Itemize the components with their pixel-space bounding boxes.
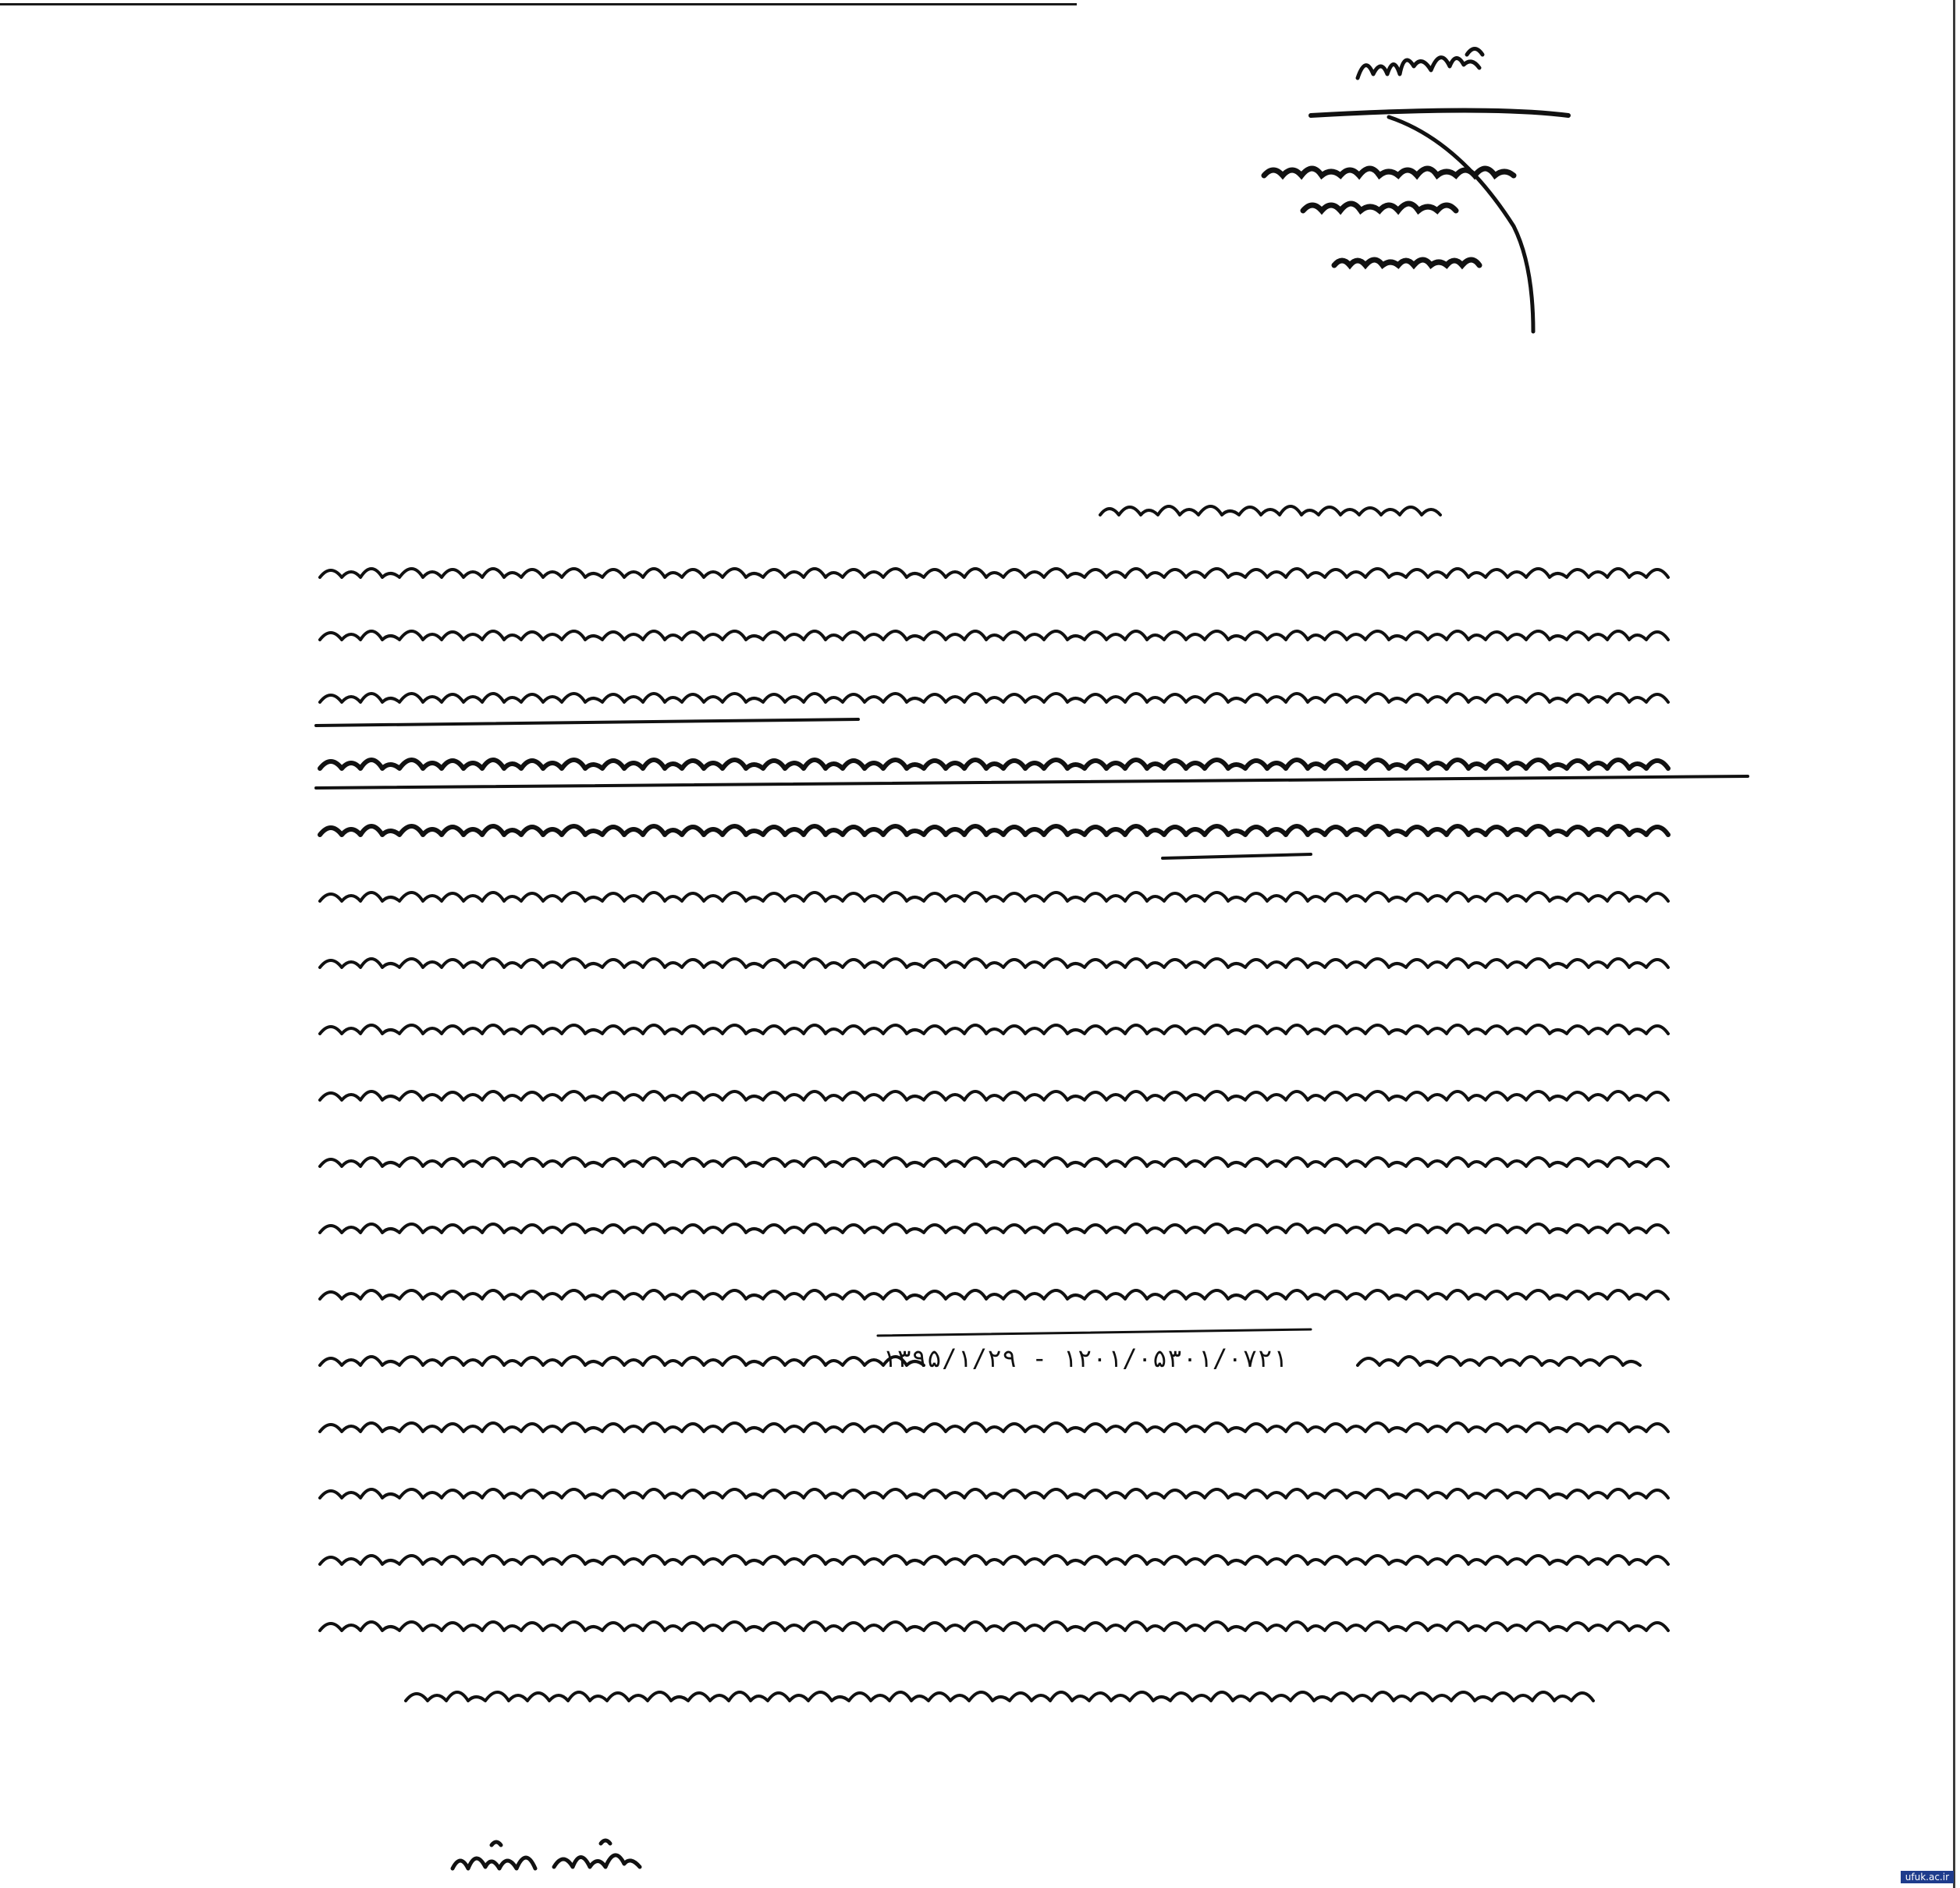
signature	[445, 1829, 655, 1884]
signature-handwriting	[445, 1829, 655, 1884]
letterhead-block	[1233, 23, 1701, 335]
letterhead-handwriting	[1233, 23, 1701, 335]
site-watermark: ufuk.ac.ir	[1901, 1871, 1954, 1883]
reference-number: ۱۳۹۵/۱/۲۹ - ۱۲۰۱/۰۵۳۰۱/۰۷۲۱	[882, 1343, 1288, 1373]
scan-edge-right	[1953, 0, 1955, 1888]
letter-body-handwriting	[304, 468, 1756, 1716]
letter-body	[304, 468, 1756, 1716]
scan-edge-top	[0, 3, 1077, 5]
